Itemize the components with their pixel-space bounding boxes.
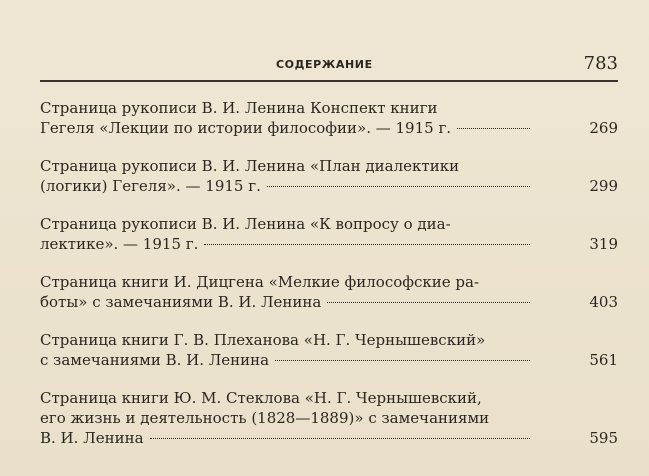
contents-entry (40, 98, 618, 146)
entry-page-number: 269 (589, 119, 618, 137)
entry-page-number: 561 (589, 351, 618, 369)
entry-last-line (40, 234, 530, 254)
entry-line: Страница книги Г. В. Плеханова «Н. Г. Чернышевский» (40, 331, 486, 349)
section-title: СОДЕРЖАНИЕ (276, 58, 373, 71)
dotted-leader (204, 244, 530, 245)
entry-last-line (40, 118, 530, 138)
dotted-leader (327, 302, 530, 303)
contents-entry (40, 330, 618, 378)
entry-line: Гегеля «Лекции по истории философии». — 1915 г. (40, 119, 452, 137)
entry-line: Страница рукописи В. И. Ленина «План диалектики (40, 157, 460, 175)
dotted-leader (267, 186, 530, 187)
contents-entry (40, 214, 618, 262)
entry-line: Страница книги И. Дицгена «Мелкие философские ра- (40, 273, 480, 291)
page-number: 783 (583, 53, 618, 74)
entry-page-number: 319 (589, 235, 618, 253)
header-rule (40, 80, 618, 82)
dotted-leader (275, 360, 530, 361)
entry-line: Страница рукописи В. И. Ленина «К вопросу о диа- (40, 215, 451, 233)
entry-line: его жизнь и деятельность (1828—1889)» с замечаниями (40, 409, 490, 427)
dotted-leader (150, 438, 530, 439)
entry-page-number: 595 (589, 429, 618, 447)
entry-last-line (40, 350, 530, 370)
entry-line: боты» с замечаниями В. И. Ленина (40, 293, 322, 311)
page-header (40, 53, 618, 80)
contents-entry (40, 388, 618, 454)
entry-page-number: 403 (589, 293, 618, 311)
entry-line: Страница книги Ю. М. Стеклова «Н. Г. Чернышевский, (40, 389, 482, 407)
entry-last-line (40, 292, 530, 312)
contents-list (40, 98, 618, 464)
dotted-leader (457, 128, 530, 129)
contents-entry (40, 272, 618, 320)
entry-line: Страница рукописи В. И. Ленина Конспект книги (40, 99, 438, 117)
entry-line: (логики) Гегеля». — 1915 г. (40, 177, 261, 195)
entry-last-line (40, 428, 530, 448)
entry-line: лектике». — 1915 г. (40, 235, 199, 253)
entry-last-line (40, 176, 530, 196)
entry-page-number: 299 (589, 177, 618, 195)
contents-entry (40, 156, 618, 204)
entry-line: с замечаниями В. И. Ленина (40, 351, 270, 369)
entry-line: В. И. Ленина (40, 429, 144, 447)
